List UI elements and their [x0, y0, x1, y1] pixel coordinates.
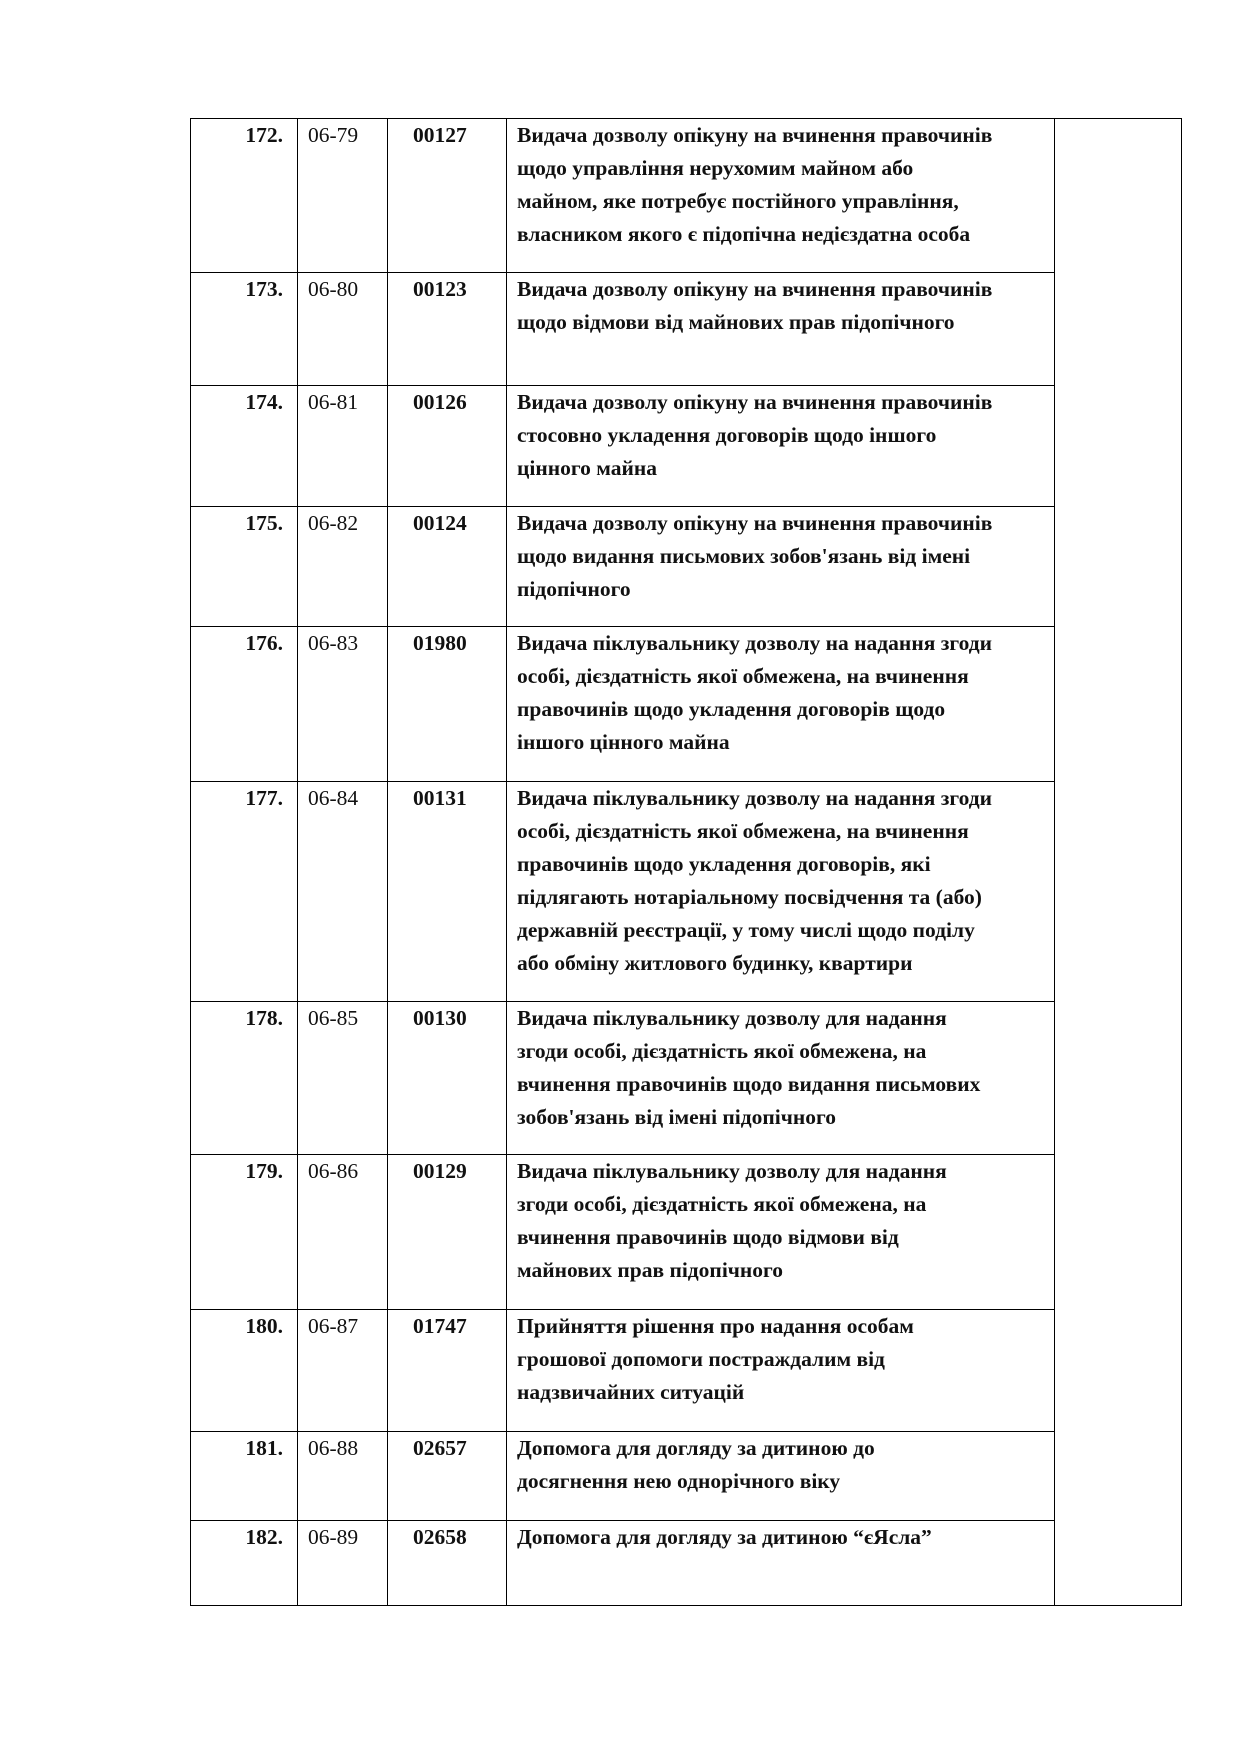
table-row	[191, 1521, 1182, 1606]
description-line: вчинення правочинів щодо видання письмових	[517, 1072, 981, 1096]
row-number: 182.	[191, 1521, 298, 1606]
service-description	[507, 782, 1055, 1002]
description-line: грошової допомоги постраждалим від	[517, 1347, 885, 1371]
empty-cell	[1055, 386, 1182, 507]
service-id: 01980	[388, 627, 507, 782]
description-line: правочинів щодо укладення договорів, які	[517, 852, 931, 876]
service-id: 00130	[388, 1002, 507, 1155]
service-code: 06-83	[298, 627, 388, 782]
description-line: Видача піклувальнику дозволу для надання	[517, 1006, 947, 1030]
table-row	[191, 1002, 1182, 1155]
empty-cell	[1055, 1002, 1182, 1155]
description-line: майнових прав підопічного	[517, 1258, 784, 1282]
row-number: 179.	[191, 1155, 298, 1310]
empty-cell	[1055, 1521, 1182, 1606]
service-code: 06-81	[298, 386, 388, 507]
service-code: 06-82	[298, 507, 388, 627]
description-line: Видача дозволу опікуну на вчинення правочинів	[517, 277, 993, 301]
description-line: особі, дієздатність якої обмежена, на вчинення	[517, 664, 969, 688]
service-code: 06-85	[298, 1002, 388, 1155]
service-description	[507, 1002, 1055, 1155]
description-line: правочинів щодо укладення договорів щодо	[517, 697, 946, 721]
service-id: 02658	[388, 1521, 507, 1606]
table-row	[191, 627, 1182, 782]
table-row	[191, 1310, 1182, 1432]
service-code: 06-79	[298, 119, 388, 273]
description-line: досягнення нею однорічного віку	[517, 1469, 841, 1493]
table-row	[191, 507, 1182, 627]
description-line: підопічного	[517, 577, 631, 601]
description-line: іншого цінного майна	[517, 730, 730, 754]
empty-cell	[1055, 1310, 1182, 1432]
service-description	[507, 273, 1055, 386]
row-number: 180.	[191, 1310, 298, 1432]
description-line: державній реєстрації, у тому числі щодо поділу	[517, 918, 975, 942]
table-row	[191, 782, 1182, 1002]
service-id: 00123	[388, 273, 507, 386]
description-line: Видача дозволу опікуну на вчинення правочинів	[517, 123, 993, 147]
row-number: 175.	[191, 507, 298, 627]
description-line: згоди особі, дієздатність якої обмежена, на	[517, 1192, 927, 1216]
description-line: Прийняття рішення про надання особам	[517, 1314, 914, 1338]
service-description	[507, 1432, 1055, 1521]
description-line: Видача піклувальнику дозволу на надання згоди	[517, 631, 992, 655]
empty-cell	[1055, 1155, 1182, 1310]
table-row	[191, 119, 1182, 273]
description-line: власником якого є підопічна недієздатна особа	[517, 222, 971, 246]
service-code: 06-84	[298, 782, 388, 1002]
description-line: підлягають нотаріальному посвідчення та (або)	[517, 885, 982, 909]
row-number: 176.	[191, 627, 298, 782]
service-id: 00127	[388, 119, 507, 273]
service-description	[507, 1310, 1055, 1432]
description-line: Видача дозволу опікуну на вчинення правочинів	[517, 390, 993, 414]
description-line: Видача піклувальнику дозволу на надання згоди	[517, 786, 992, 810]
table-row	[191, 1155, 1182, 1310]
service-description	[507, 1521, 1055, 1606]
service-id: 00124	[388, 507, 507, 627]
empty-cell	[1055, 627, 1182, 782]
description-line: щодо управління нерухомим майном або	[517, 156, 914, 180]
table-row	[191, 386, 1182, 507]
service-id: 00126	[388, 386, 507, 507]
row-number: 174.	[191, 386, 298, 507]
service-id: 02657	[388, 1432, 507, 1521]
empty-cell	[1055, 507, 1182, 627]
service-code: 06-86	[298, 1155, 388, 1310]
description-line: майном, яке потребує постійного управління,	[517, 189, 959, 213]
description-line: стосовно укладення договорів щодо іншого	[517, 423, 937, 447]
service-code: 06-80	[298, 273, 388, 386]
empty-cell	[1055, 273, 1182, 386]
services-table	[190, 118, 1182, 1606]
description-line: Допомога для догляду за дитиною до	[517, 1436, 875, 1460]
row-number: 178.	[191, 1002, 298, 1155]
service-description	[507, 507, 1055, 627]
empty-cell	[1055, 1432, 1182, 1521]
description-line: зобов'язань від імені підопічного	[517, 1105, 837, 1129]
description-line: особі, дієздатність якої обмежена, на вчинення	[517, 819, 969, 843]
service-id: 01747	[388, 1310, 507, 1432]
description-line: цінного майна	[517, 456, 658, 480]
table-row	[191, 273, 1182, 386]
service-description	[507, 627, 1055, 782]
description-line: вчинення правочинів щодо відмови від	[517, 1225, 899, 1249]
service-code: 06-87	[298, 1310, 388, 1432]
service-id: 00131	[388, 782, 507, 1002]
description-line: щодо відмови від майнових прав підопічного	[517, 310, 955, 334]
description-line: Допомога для догляду за дитиною “єЯсла”	[517, 1525, 932, 1549]
description-line: згоди особі, дієздатність якої обмежена, на	[517, 1039, 927, 1063]
table-row	[191, 1432, 1182, 1521]
service-description	[507, 1155, 1055, 1310]
service-description	[507, 119, 1055, 273]
description-line: надзвичайних ситуацій	[517, 1380, 745, 1404]
row-number: 173.	[191, 273, 298, 386]
row-number: 172.	[191, 119, 298, 273]
empty-cell	[1055, 119, 1182, 273]
service-id: 00129	[388, 1155, 507, 1310]
service-code: 06-89	[298, 1521, 388, 1606]
empty-cell	[1055, 782, 1182, 1002]
description-line: Видача піклувальнику дозволу для надання	[517, 1159, 947, 1183]
service-code: 06-88	[298, 1432, 388, 1521]
description-line: щодо видання письмових зобов'язань від імені	[517, 544, 971, 568]
description-line: Видача дозволу опікуну на вчинення правочинів	[517, 511, 993, 535]
row-number: 177.	[191, 782, 298, 1002]
row-number: 181.	[191, 1432, 298, 1521]
service-description	[507, 386, 1055, 507]
description-line: або обміну житлового будинку, квартири	[517, 951, 913, 975]
